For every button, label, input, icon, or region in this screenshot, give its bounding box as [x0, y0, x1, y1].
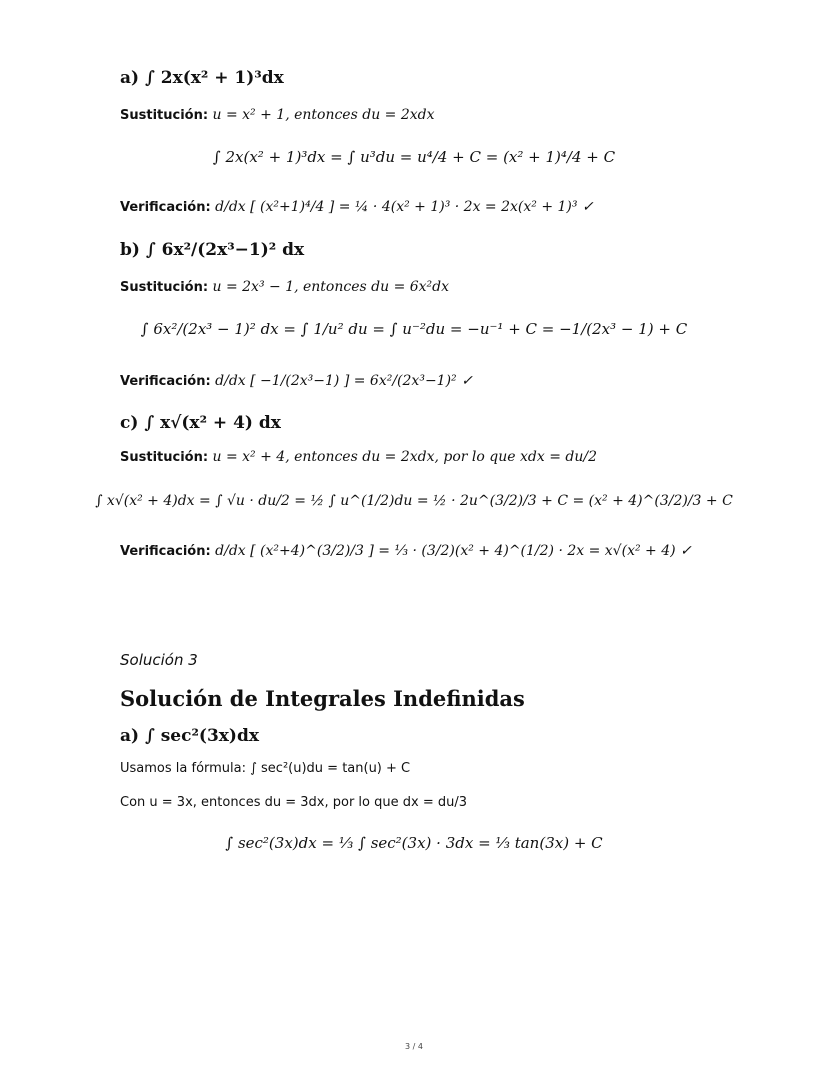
verification-text: d/dx [ (x²+1)⁴/4 ] = ¼ · 4(x² + 1)³ · 2x = 2x(x² + 1)³ ✓	[215, 199, 594, 215]
substitution-label: Sustitución:	[120, 280, 209, 295]
problem-a-verification	[120, 200, 594, 214]
substitution-label: Sustitución:	[120, 108, 209, 123]
verification-text: d/dx [ (x²+4)^(3/2)/3 ] = ⅓ · (3/2)(x² + 4)^(1/2) · 2x = x√(x² + 4) ✓	[215, 543, 692, 559]
substitution-text: u = 2x³ − 1, entonces du = 6x²dx	[212, 279, 450, 295]
section-title: Solución de Integrales Indefinidas	[120, 686, 525, 711]
solution-label: Solución 3	[120, 651, 198, 669]
page-number: 3 / 4	[405, 1042, 423, 1051]
substitution-line: Con u = 3x, entonces du = 3dx, por lo que dx = du/3	[120, 795, 467, 810]
problem-a-heading: a) ∫ 2x(x² + 1)³dx	[120, 68, 284, 88]
formula-line: Usamos la fórmula: ∫ sec²(u)du = tan(u) + C	[120, 761, 411, 776]
substitution-label: Sustitución:	[120, 450, 209, 465]
substitution-text: u = x² + 1, entonces du = 2xdx	[212, 107, 435, 123]
verification-label: Verificación:	[120, 374, 211, 389]
problem-b-substitution	[120, 280, 449, 294]
verification-text: d/dx [ −1/(2x³−1) ] = 6x²/(2x³−1)² ✓	[215, 373, 473, 389]
verification-label: Verificación:	[120, 200, 211, 215]
problem-b-heading: b) ∫ 6x²/(2x³−1)² dx	[120, 240, 305, 260]
substitution-text: u = x² + 4, entonces du = 2xdx, por lo que xdx = du/2	[212, 449, 597, 465]
verification-label: Verificación:	[120, 544, 211, 559]
problem-c-substitution	[120, 450, 597, 464]
problem-a-substitution	[120, 108, 435, 122]
problem-a-display-equation: ∫ 2x(x² + 1)³dx = ∫ u³du = u⁴/4 + C = (x² + 1)⁴/4 + C	[212, 148, 616, 166]
problem-c-heading: c) ∫ x√(x² + 4) dx	[120, 413, 281, 433]
problem-c-verification	[120, 544, 692, 558]
problem-b-verification	[120, 374, 473, 388]
problem-d-display-equation: ∫ sec²(3x)dx = ⅓ ∫ sec²(3x) · 3dx = ⅓ tan(3x) + C	[225, 834, 603, 852]
problem-b-display-equation: ∫ 6x²/(2x³ − 1)² dx = ∫ 1/u² du = ∫ u⁻²du = −u⁻¹ + C = −1/(2x³ − 1) + C	[140, 320, 688, 338]
problem-d-heading: a) ∫ sec²(3x)dx	[120, 726, 259, 746]
problem-c-display-equation: ∫ x√(x² + 4)dx = ∫ √u · du/2 = ½ ∫ u^(1/2)du = ½ · 2u^(3/2)/3 + C = (x² + 4)^(3/2)/3 + C	[95, 493, 733, 509]
